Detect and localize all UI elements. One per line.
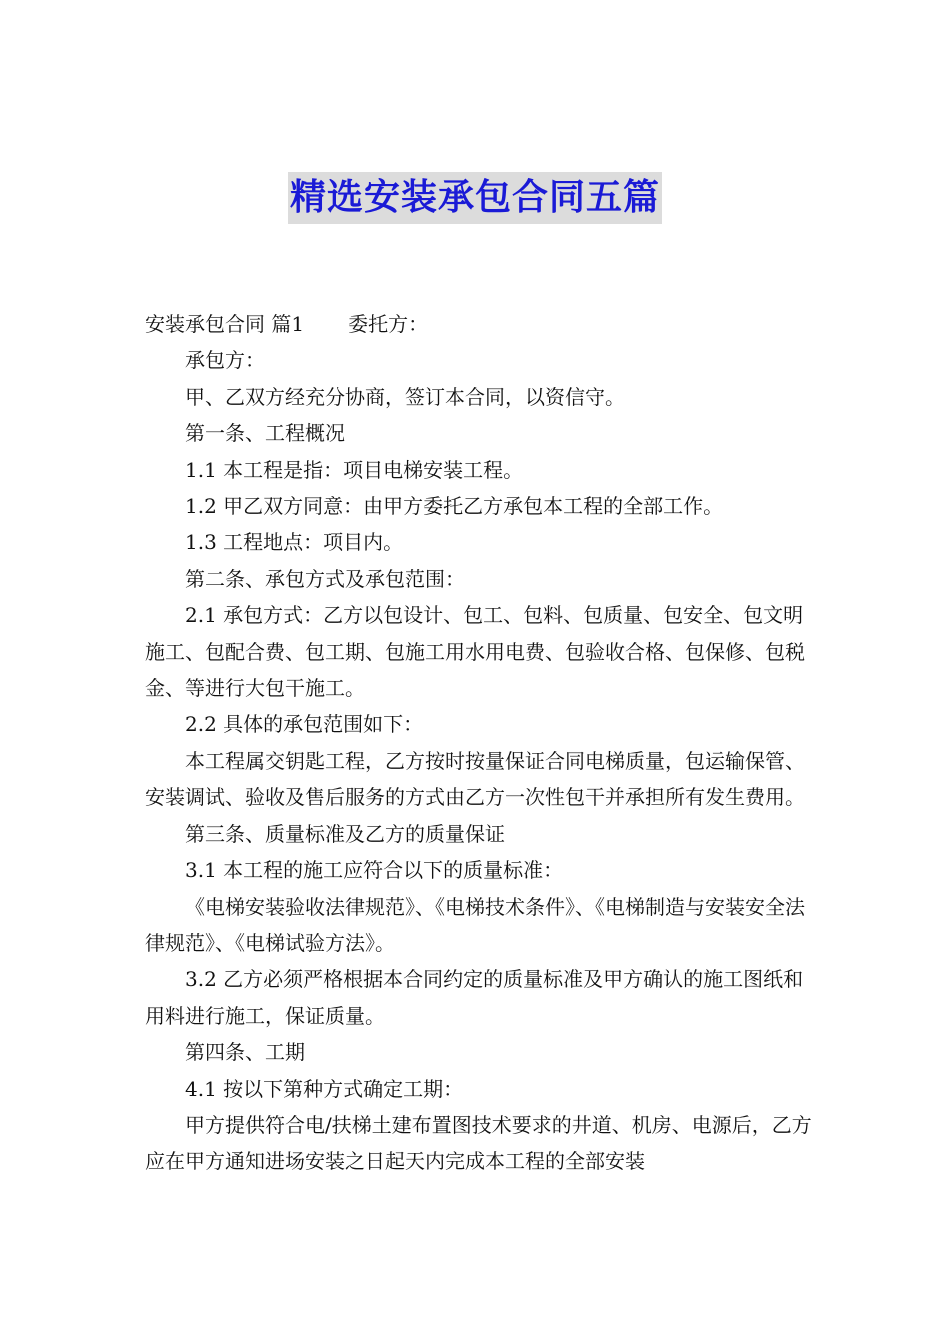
clause: 3.2 乙方必须严格根据本合同约定的质量标准及甲方确认的施工图纸和用料进行施工，保证质量。	[145, 967, 804, 1028]
clause: 3.1 本工程的施工应符合以下的质量标准：	[185, 858, 564, 883]
clause: 1.1 本工程是指：项目电梯安装工程。	[185, 457, 524, 482]
section-heading: 第三条、质量标准及乙方的质量保证	[185, 821, 505, 846]
clause: 4.1 按以下第种方式确定工期：	[185, 1076, 464, 1101]
clause: 2.2 具体的承包范围如下：	[185, 712, 424, 737]
heading-party: 委托方：	[348, 312, 429, 336]
document-title: 精选安装承包合同五篇	[288, 172, 662, 224]
heading-label: 安装承包合同 篇1	[145, 312, 305, 336]
paragraph: 承包方：	[185, 348, 265, 373]
title-container	[0, 172, 950, 224]
section-heading: 第四条、工期	[185, 1040, 305, 1065]
paragraph: 《电梯安装验收法律规范》、《电梯技术条件》、《电梯制造与安装安全法律规范》、《电梯试验方法》。	[145, 894, 805, 955]
paragraph: 本工程属交钥匙工程，乙方按时按量保证合同电梯质量，包运输保管、安装调试、验收及售后服务的方式由乙方一次性包干并承担所有发生费用。	[145, 748, 805, 810]
heading-line	[145, 306, 815, 342]
clause: 1.3 工程地点：项目内。	[185, 530, 404, 555]
clause: 2.1 承包方式：乙方以包设计、包工、包料、包质量、包安全、包文明施工、包配合费、包工期、包施工用水用电费、包验收合格、包保修、包税金、等进行大包干施工。	[145, 603, 805, 701]
section-heading: 第二条、承包方式及承包范围：	[185, 566, 465, 591]
document-body	[145, 306, 815, 1180]
clause: 1.2 甲乙双方同意：由甲方委托乙方承包本工程的全部工作。	[185, 494, 724, 519]
paragraph: 甲、乙双方经充分协商，签订本合同，以资信守。	[185, 384, 625, 409]
paragraph: 甲方提供符合电/扶梯土建布置图技术要求的井道、机房、电源后，乙方应在甲方通知进场安装之日起天内完成本工程的全部安装	[145, 1112, 812, 1174]
section-heading: 第一条、工程概况	[185, 421, 345, 446]
